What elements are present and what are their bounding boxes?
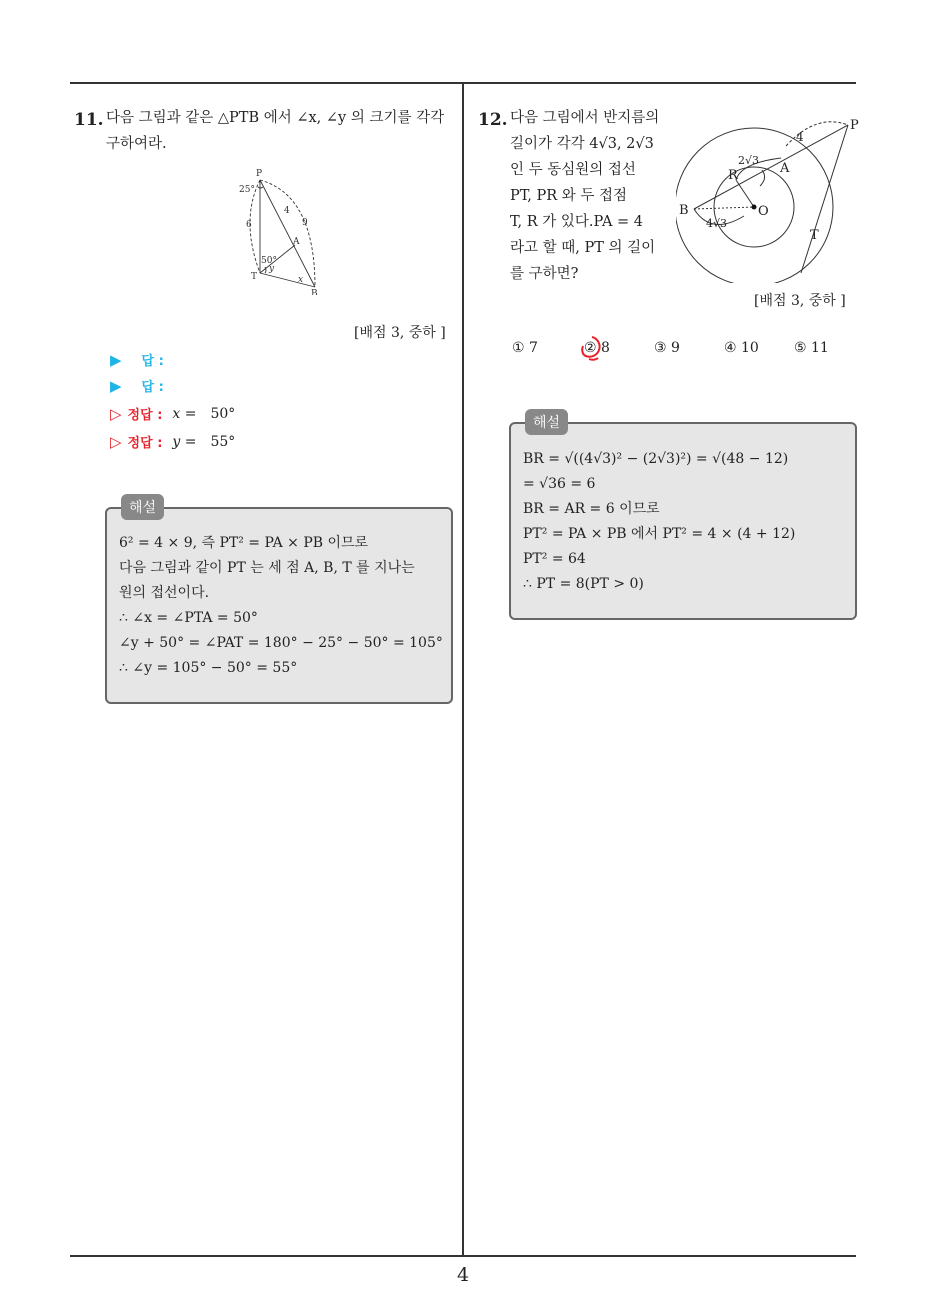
q11-answer-blank-2 (110, 376, 164, 395)
label-a: A (780, 161, 790, 176)
q11-text-line2: 구하여라. (106, 136, 167, 152)
correct-label: 정답 : (127, 436, 163, 451)
explanation-line: 6² = 4 × 9, 즉 PT² = PA × PB 이므로 (119, 535, 369, 551)
q11-number: 11. (74, 110, 104, 130)
column-divider (462, 84, 464, 1256)
explanation-line: ∴ ∠x = ∠PTA = 50° (119, 610, 258, 626)
q12-score: [배점 3, 중하 ] (754, 293, 846, 309)
q11-text-line1: 다음 그림과 같은 △PTB 에서 ∠x, ∠y 의 크기를 각각 (106, 110, 445, 126)
correct-marker-icon: ▷ (110, 432, 122, 451)
q12-number: 12. (478, 110, 508, 130)
label-o: O (758, 204, 769, 219)
correct-value: 50° (210, 405, 236, 422)
q12-explanation-box (509, 415, 857, 620)
label-2root3: 2√3 (738, 154, 760, 167)
explanation-line: 다음 그림과 같이 PT 는 세 점 A, B, T 를 지나는 (119, 560, 415, 576)
correct-var: y = (172, 433, 197, 450)
explanation-line: PT² = PA × PB 에서 PT² = 4 × (4 + 12) (523, 526, 796, 542)
q11-score: [배점 3, 중하 ] (354, 325, 446, 341)
label-r: R (728, 168, 738, 183)
bottom-rule (70, 1255, 856, 1257)
answer-marker-icon: ▶ (110, 376, 122, 395)
correct-value: 55° (210, 433, 236, 450)
choice-5[interactable]: ⑤ 11 (794, 340, 829, 356)
radius-bo (694, 207, 754, 209)
label-p: P (850, 118, 859, 133)
q11-correct-2 (110, 432, 235, 451)
label-y: y (269, 264, 275, 274)
label-x: x (298, 275, 304, 285)
radius-or (736, 180, 754, 207)
choice-3[interactable]: ③ 9 (654, 340, 680, 356)
q11-answer-blank-1 (110, 350, 164, 369)
explanation-tag: 해설 (121, 494, 164, 520)
segment-tb (260, 273, 315, 287)
explanation-line: BR = √((4√3)² − (2√3)²) = √(48 − 12) (523, 451, 789, 467)
q12-question (510, 105, 670, 287)
label-side9: 9 (302, 218, 308, 228)
explanation-line: ∴ ∠y = 105° − 50° = 55° (119, 660, 298, 676)
q12-text-line: 길이가 각각 4√3, 2√3 (510, 136, 654, 152)
label-t: T (810, 228, 819, 243)
label-side6: 6 (246, 220, 252, 230)
correct-label: 정답 : (127, 408, 163, 423)
label-t: T (251, 272, 258, 282)
choice-1[interactable]: ① 7 (512, 340, 538, 356)
explanation-line: = √36 = 6 (523, 476, 596, 492)
choice-2[interactable]: ② 8 (584, 340, 610, 356)
explanation-line: ∠y + 50° = ∠PAT = 180° − 25° − 50° = 105° (119, 635, 443, 651)
q11-question (106, 105, 444, 157)
q12-figure (676, 108, 866, 283)
label-b: B (311, 289, 318, 295)
answer-label: 답 : (141, 380, 164, 395)
correct-var: x = (172, 405, 197, 422)
explanation-line: 원의 접선이다. (119, 585, 210, 601)
label-4root3: 4√3 (706, 217, 728, 230)
explanation-line: BR = AR = 6 이므로 (523, 501, 660, 517)
q12-text-line: T, R 가 있다.PA = 4 (510, 214, 644, 230)
answer-label: 답 : (141, 354, 164, 369)
label-a: A (293, 237, 300, 247)
label-side4: 4 (284, 206, 290, 216)
label-b: B (679, 203, 689, 218)
q12-text-line: 라고 할 때, PT 의 길이 (510, 240, 656, 256)
q12-text-line: PT, PR 와 두 접점 (510, 188, 628, 204)
q12-text-line: 인 두 동심원의 접선 (510, 162, 636, 178)
page-number: 4 (456, 1264, 470, 1286)
selected-answer-circle-icon (578, 334, 606, 362)
explanation-line: ∴ PT = 8(PT > 0) (523, 576, 644, 592)
q11-explanation-box (105, 500, 453, 704)
answer-marker-icon: ▶ (110, 350, 122, 369)
center-point (752, 205, 757, 210)
label-4: 4 (796, 130, 804, 144)
q12-text-line: 다음 그림에서 반지름의 (510, 110, 660, 126)
choice-4[interactable]: ④ 10 (724, 340, 759, 356)
explanation-tag: 해설 (525, 409, 568, 435)
explanation-line: PT² = 64 (523, 551, 586, 567)
q11-correct-1 (110, 404, 235, 423)
q12-text-line: 를 구하면? (510, 266, 579, 282)
q11-figure (235, 165, 325, 295)
correct-marker-icon: ▷ (110, 404, 122, 423)
label-angle50: 50° (261, 256, 277, 266)
label-p: P (256, 169, 263, 179)
label-angle25: 25° (239, 185, 255, 195)
